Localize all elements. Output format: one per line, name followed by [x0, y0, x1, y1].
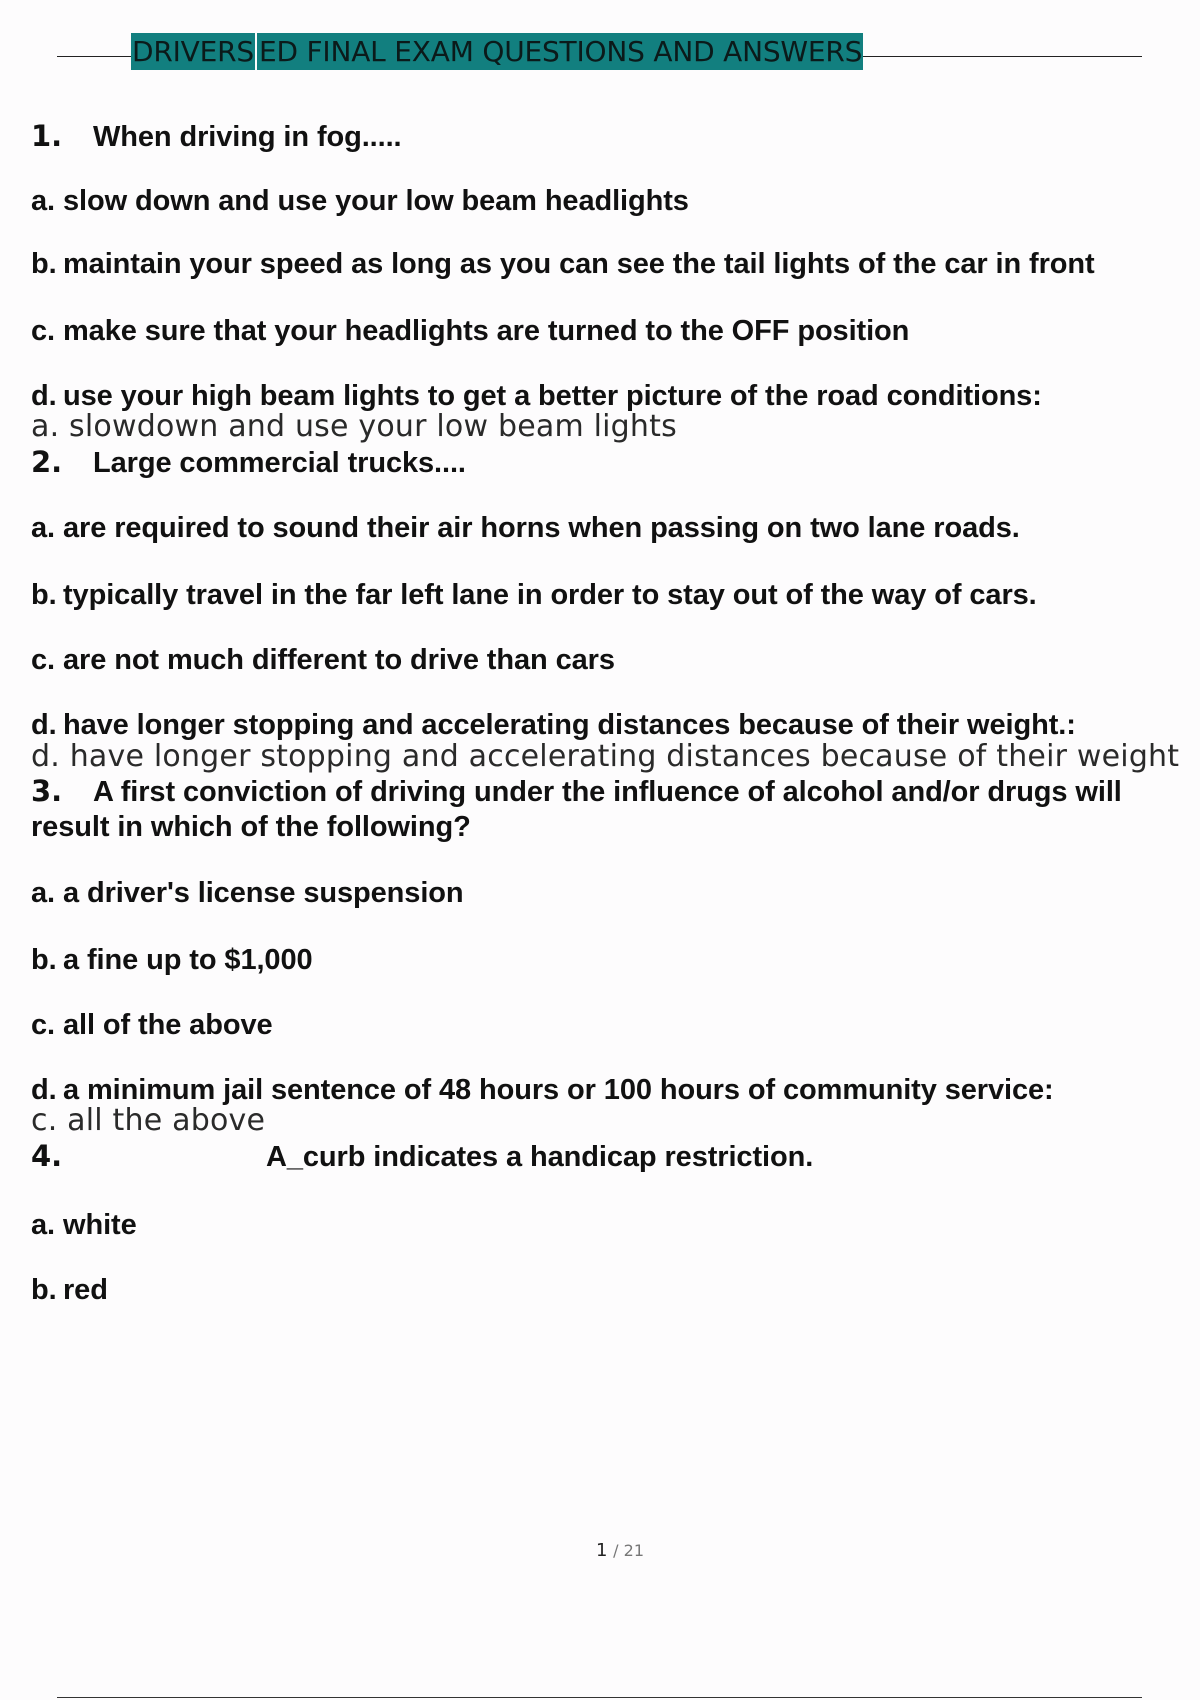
answer-text: c. all the above — [31, 1103, 266, 1138]
option-text: typically travel in the far left lane in order to stay out of the way of cars. — [63, 579, 1037, 611]
question-stem: When driving in fog..... — [93, 121, 402, 153]
option-text: make sure that your headlights are turned to the OFF position — [63, 315, 910, 347]
document-header — [57, 32, 1142, 72]
question-number: 2. — [31, 445, 62, 479]
option-letter: c. — [31, 315, 55, 347]
page-current: 1 — [595, 1540, 608, 1561]
question-number: 1. — [31, 119, 62, 153]
question-text — [31, 444, 1191, 481]
option-letter: a. — [31, 185, 55, 217]
question-stem: A first conviction of driving under the influence of alcohol and/or drugs will result in which of the following? — [31, 776, 1122, 843]
footer-rule — [57, 1697, 1142, 1698]
option-b — [31, 1272, 1191, 1308]
option-text: slow down and use your low beam headlights — [63, 185, 689, 217]
question-text — [31, 118, 1191, 155]
option-text: red — [63, 1274, 108, 1306]
option-b — [31, 577, 1191, 613]
page-number — [0, 1540, 1200, 1561]
answer-text: a. slowdown and use your low beam lights — [31, 409, 677, 444]
option-b — [31, 248, 1191, 281]
question-stem: A_curb indicates a handicap restriction. — [266, 1141, 814, 1173]
option-d — [31, 707, 1191, 743]
option-b — [31, 942, 1191, 978]
option-c — [31, 1007, 1191, 1043]
option-letter: d. — [31, 380, 57, 412]
question-text — [31, 774, 1191, 845]
question-4 — [31, 1138, 1191, 1308]
option-text: have longer stopping and accelerating distances because of their weight.: — [63, 709, 1076, 741]
option-text: are required to sound their air horns when passing on two lane roads. — [63, 512, 1020, 544]
option-letter: a. — [31, 512, 55, 544]
title-rest: ED FINAL EXAM QUESTIONS AND ANSWERS — [258, 35, 863, 68]
option-text: maintain your speed as long as you can see the tail lights of the car in front — [63, 248, 1095, 280]
option-letter: a. — [31, 877, 55, 909]
option-letter: b. — [31, 579, 57, 611]
option-letter: a. — [31, 1209, 55, 1241]
option-a — [31, 875, 1191, 911]
option-letter: b. — [31, 248, 57, 280]
option-a — [31, 1207, 1191, 1243]
question-2 — [31, 444, 1191, 774]
option-letter: d. — [31, 709, 57, 741]
question-stem: Large commercial trucks.... — [93, 447, 466, 479]
option-letter: b. — [31, 1274, 57, 1306]
option-letter: b. — [31, 944, 57, 976]
option-text: a driver's license suspension — [63, 877, 464, 909]
option-text: a fine up to $1,000 — [63, 944, 313, 976]
option-text: are not much different to drive than cars — [63, 644, 615, 676]
option-letter: c. — [31, 644, 55, 676]
option-letter: c. — [31, 1009, 55, 1041]
option-c — [31, 642, 1191, 678]
page-total: / 21 — [613, 1541, 645, 1560]
title-word: DRIVERS — [132, 35, 254, 68]
title-gap — [255, 33, 257, 70]
question-3 — [31, 774, 1191, 1138]
question-number: 3. — [31, 774, 62, 808]
option-text: use your high beam lights to get a better picture of the road conditions: — [63, 380, 1042, 412]
answer-text: d. have longer stopping and accelerating distances because of their weight — [31, 739, 1180, 774]
question-number: 4. — [31, 1139, 62, 1173]
option-text: white — [63, 1209, 137, 1241]
document-title — [131, 33, 863, 70]
question-1 — [31, 118, 1191, 444]
option-a — [31, 183, 1191, 219]
exam-content — [31, 118, 1191, 1308]
question-text — [31, 1138, 1191, 1175]
option-text: all of the above — [63, 1009, 273, 1041]
option-letter: d. — [31, 1074, 57, 1106]
option-c — [31, 313, 1191, 349]
option-text: a minimum jail sentence of 48 hours or 100 hours of community service: — [63, 1074, 1054, 1106]
option-a — [31, 510, 1191, 546]
